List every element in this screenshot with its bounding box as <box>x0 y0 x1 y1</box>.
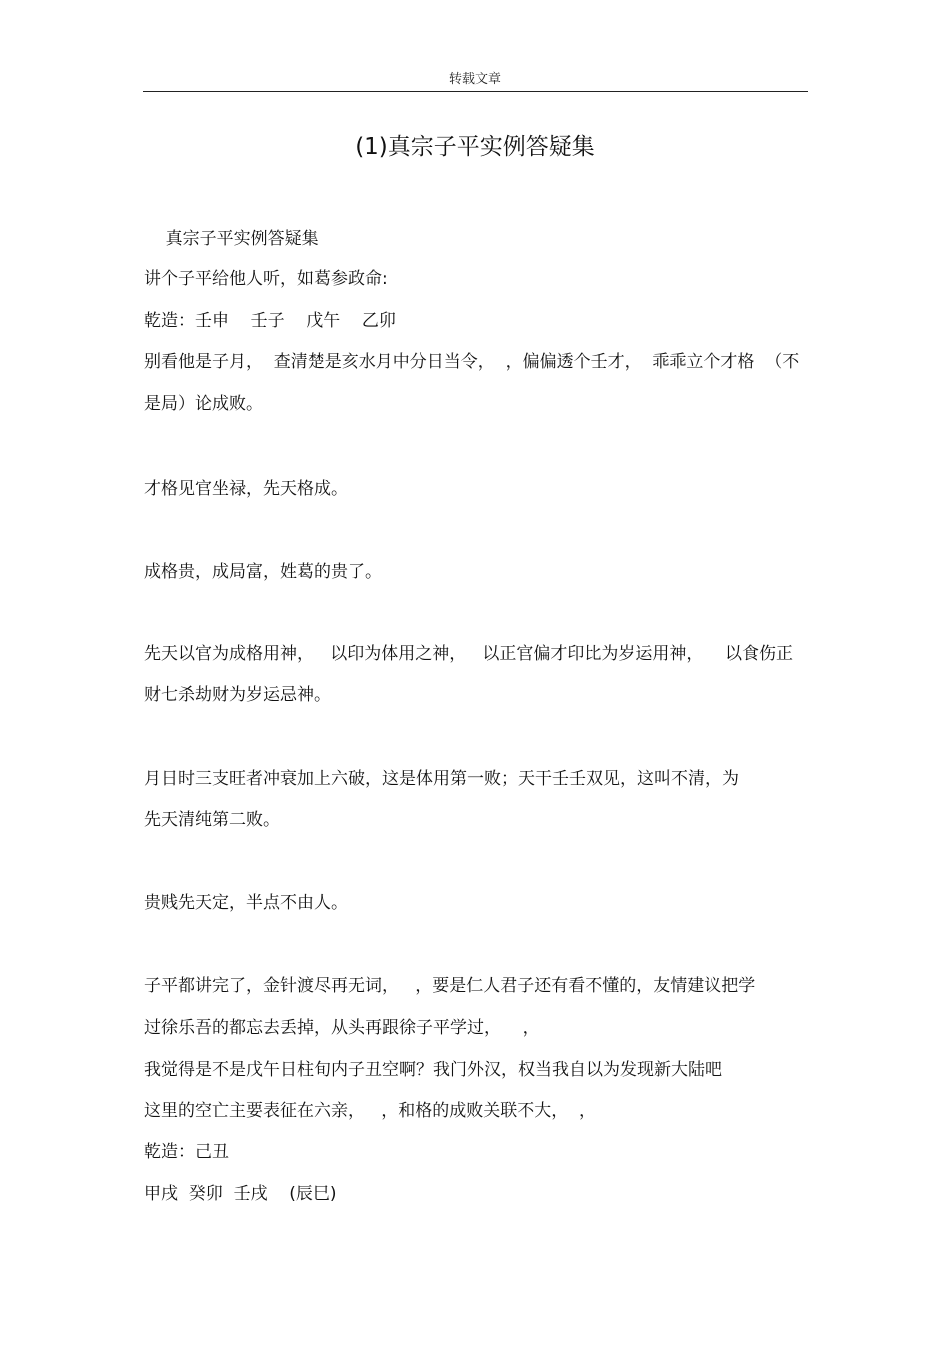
text-line: 甲戌 癸卯 壬戌 (辰巳) <box>144 1184 337 1204</box>
header-divider <box>143 91 808 92</box>
text-line: 子平都讲完了，金针渡尽再无词， ，要是仁人君子还有看不懂的，友情建议把学 <box>144 976 756 996</box>
text-line: 这里的空亡主要表征在六亲， ，和格的成败关联不大， ， <box>144 1101 597 1121</box>
text-line: 才格见官坐禄，先天格成。 <box>144 479 348 499</box>
text-line: 是局）论成败。 <box>144 394 263 414</box>
text-line: 月日时三支旺者冲衰加上六破，这是体用第一败；天干壬壬双见，这叫不清，为 <box>144 769 739 789</box>
text-line: 成格贵，成局富，姓葛的贵了。 <box>144 562 382 582</box>
text-line: 贵贱先天定，半点不由人。 <box>144 893 348 913</box>
text-line: 我觉得是不是戊午日柱旬内子丑空啊？我门外汉，权当我自以为发现新大陆吧 <box>144 1060 722 1080</box>
text-line: 先天以官为成格用神， 以印为体用之神， 以正官偏才印比为岁运用神， 以食伤正 <box>144 644 794 664</box>
page-header-label: 转载文章 <box>448 72 501 87</box>
document-title: (1)真宗子平实例答疑集 <box>355 134 595 160</box>
text-line: 乾造：己丑 <box>144 1142 229 1162</box>
text-line: 财七杀劫财为岁运忌神。 <box>144 685 331 705</box>
text-line: 先天清纯第二败。 <box>144 810 280 830</box>
text-line: 乾造：壬申 壬子 戊午 乙卯 <box>144 311 396 331</box>
text-line: 别看他是子月， 查清楚是亥水月中分日当令， ，偏偏透个壬才， 乖乖立个才格 （不 <box>144 352 800 372</box>
text-line: 真宗子平实例答疑集 <box>144 229 319 249</box>
text-line: 过徐乐吾的都忘去丢掉，从头再跟徐子平学过， ， <box>144 1018 540 1038</box>
text-line: 讲个子平给他人听，如葛参政命: <box>144 269 388 289</box>
